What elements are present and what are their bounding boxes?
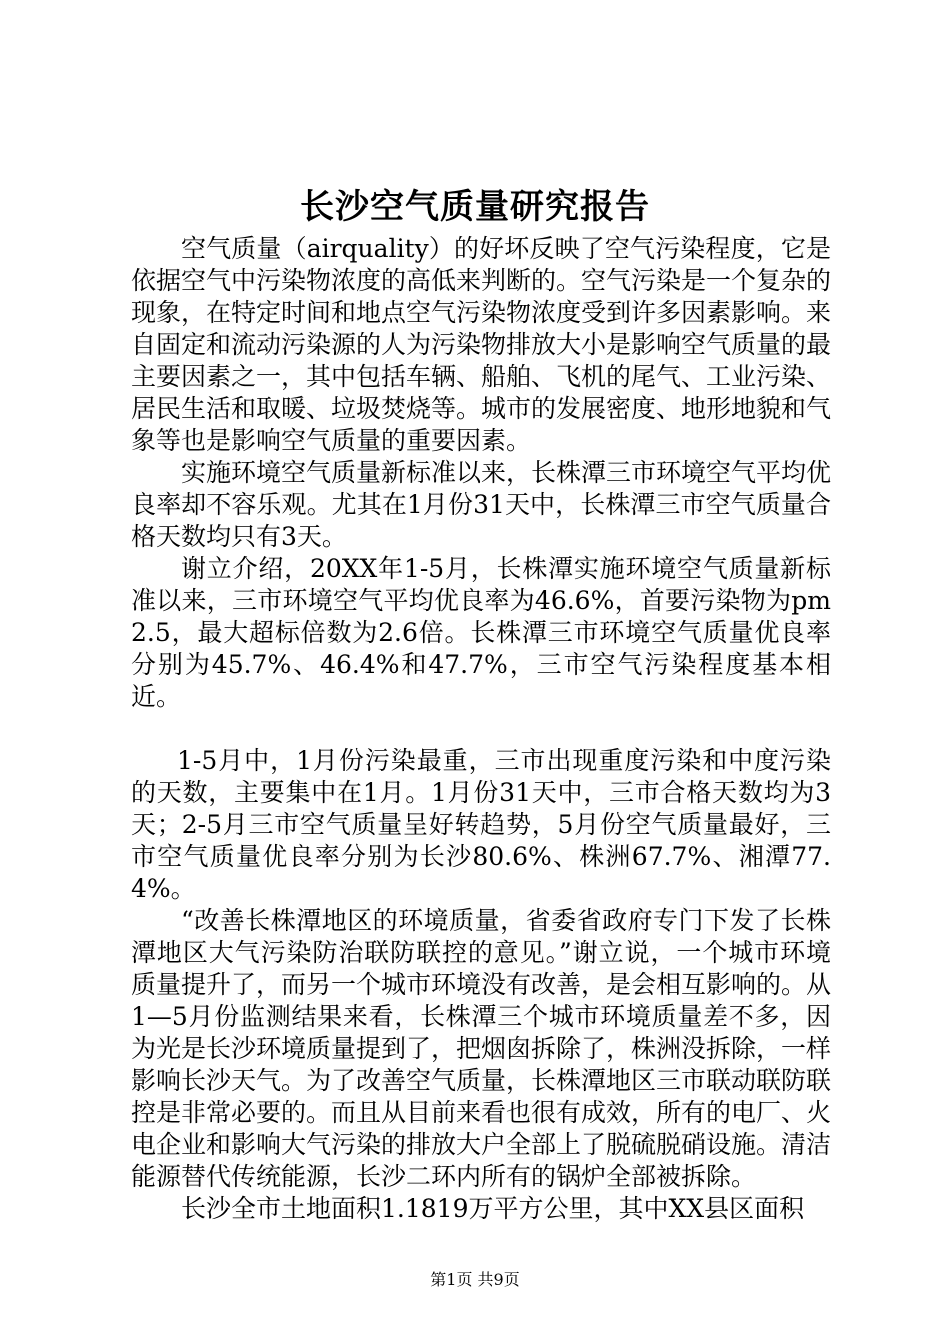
paragraph-monthly-pollution: 1-5月中，1月份污染最重，三市出现重度污染和中度污染的天数，主要集中在1月。1月份31天中，三市合格天数均为3天；2-5月三市空气质量呈好转趋势，5月份空气质量最好，三市空气质量优良率分别为长沙80.6%、株洲67.7%、湘潭77.4%。 — [131, 746, 831, 903]
document-title: 长沙空气质量研究报告 — [300, 187, 650, 227]
document-body — [131, 233, 831, 1225]
page-number-footer: 第1页 共9页 — [430, 1270, 520, 1289]
paragraph-air-quality-definition: 空气质量（airquality）的好坏反映了空气污染程度，它是依据空气中污染物浓度的高低来判断的。空气污染是一个复杂的现象，在特定时间和地点空气污染物浓度受到许多因素影响。来自固定和流动污染源的人为污染物排放大小是影响空气质量的最主要因素之一，其中包括车辆、船舶、飞机的尾气、工业污染、居民生活和取暖、垃圾焚烧等。城市的发展密度、地形地貌和气象等也是影响空气质量的重要因素。 — [131, 234, 832, 455]
paragraph-joint-prevention: “改善长株潭地区的环境质量，省委省政府专门下发了长株潭地区大气污染防治联防联控的意见。”谢立说，一个城市环境质量提升了，而另一个城市环境没有改善，是会相互影响的。从1—5月份监测结果来看，长株潭三个城市环境质量差不多，因为光是长沙环境质量提到了，把烟囱拆除了，株洲没拆除，一样影响长沙天气。为了改善空气质量，长株潭地区三市联动联防联控是非常必要的。而且从目前来看也很有成效，所有的电厂、火电企业和影响大气污染的排放大户全部上了脱硫脱硝设施。清洁能源替代传统能源，长沙二环内所有的锅炉全部被拆除。 — [131, 906, 832, 1191]
paragraph-xie-li-introduction: 谢立介绍，20XX年1-5月，长株潭实施环境空气质量新标准以来，三市环境空气平均优良率为46.6%，首要污染物为pm2.5，最大超标倍数为2.6倍。长株潭三市环境空气质量优良率分别为45.7%、46.4%和47.7%，三市空气污染程度基本相近。 — [131, 554, 831, 711]
paragraph-land-area: 长沙全市土地面积1.1819万平方公里，其中XX县区面积 — [181, 1194, 805, 1223]
paragraph-new-standard: 实施环境空气质量新标准以来，长株潭三市环境空气平均优良率却不容乐观。尤其在1月份31天中，长株潭三市空气质量合格天数均只有3天。 — [131, 458, 832, 551]
